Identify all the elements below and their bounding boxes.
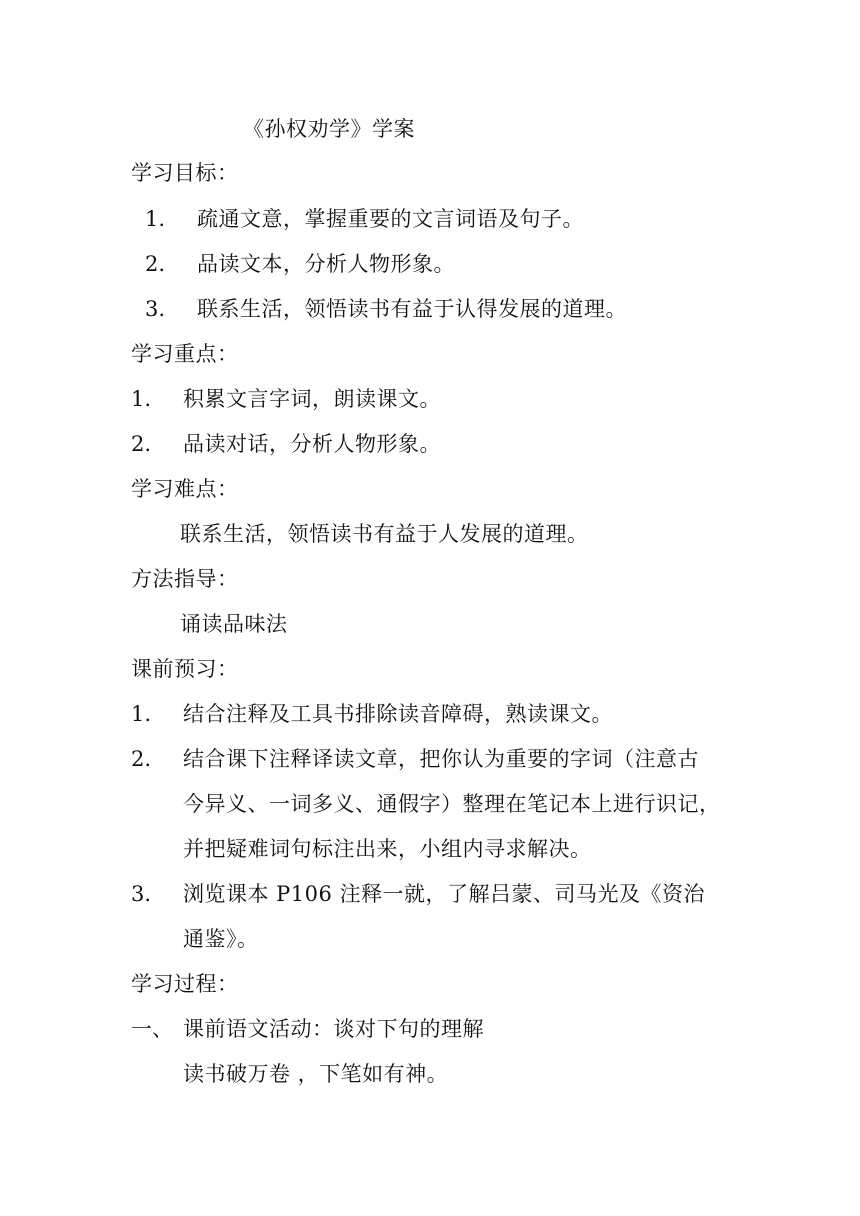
preview-text-2-line-3: 并把疑难词句标注出来，小组内寻求解决。 — [183, 837, 592, 861]
method-text: 诵读品味法 — [180, 612, 288, 636]
objective-number-1: 1. — [145, 207, 166, 231]
key-point-text-2: 品读对话，分析人物形象。 — [183, 432, 441, 456]
preview-number-3: 3. — [131, 882, 152, 906]
process-quote: 读书破万卷 ，下笔如有神。 — [183, 1062, 449, 1086]
preview-heading: 课前预习： — [131, 657, 239, 681]
preview-text-3-line-1: 浏览课本 P106 注释一就，了解吕蒙、司马光及《资治 — [183, 882, 706, 906]
key-point-number-2: 2. — [131, 432, 152, 456]
key-point-number-1: 1. — [131, 387, 152, 411]
difficulties-heading: 学习难点： — [131, 477, 239, 501]
preview-number-1: 1. — [131, 702, 152, 726]
key-points-heading: 学习重点： — [131, 342, 239, 366]
key-point-text-1: 积累文言字词，朗读课文。 — [183, 387, 441, 411]
objective-text-1: 疏通文意，掌握重要的文言词语及句子。 — [197, 207, 584, 231]
preview-text-2-line-1: 结合课下注释译读文章，把你认为重要的字词（注意古 — [183, 747, 699, 771]
objective-number-3: 3. — [145, 297, 166, 321]
objective-text-2: 品读文本，分析人物形象。 — [197, 252, 455, 276]
process-step-text-1: 课前语文活动：谈对下句的理解 — [183, 1017, 484, 1041]
objectives-heading: 学习目标： — [131, 161, 239, 185]
difficulties-text: 联系生活，领悟读书有益于人发展的道理。 — [180, 522, 589, 546]
preview-text-2-line-2: 今异义、一词多义、通假字）整理在笔记本上进行识记， — [183, 792, 721, 816]
document-title: 《孙权劝学》学案 — [243, 117, 415, 141]
process-step-number-1: 一、 — [131, 1017, 173, 1041]
method-heading: 方法指导： — [131, 567, 239, 591]
preview-number-2: 2. — [131, 747, 152, 771]
preview-text-1-line-1: 结合注释及工具书排除读音障碍，熟读课文。 — [183, 702, 613, 726]
preview-text-3-line-2: 通鉴》。 — [183, 927, 259, 951]
objective-text-3: 联系生活，领悟读书有益于认得发展的道理。 — [197, 297, 627, 321]
process-heading: 学习过程： — [131, 972, 239, 996]
objective-number-2: 2. — [145, 252, 166, 276]
